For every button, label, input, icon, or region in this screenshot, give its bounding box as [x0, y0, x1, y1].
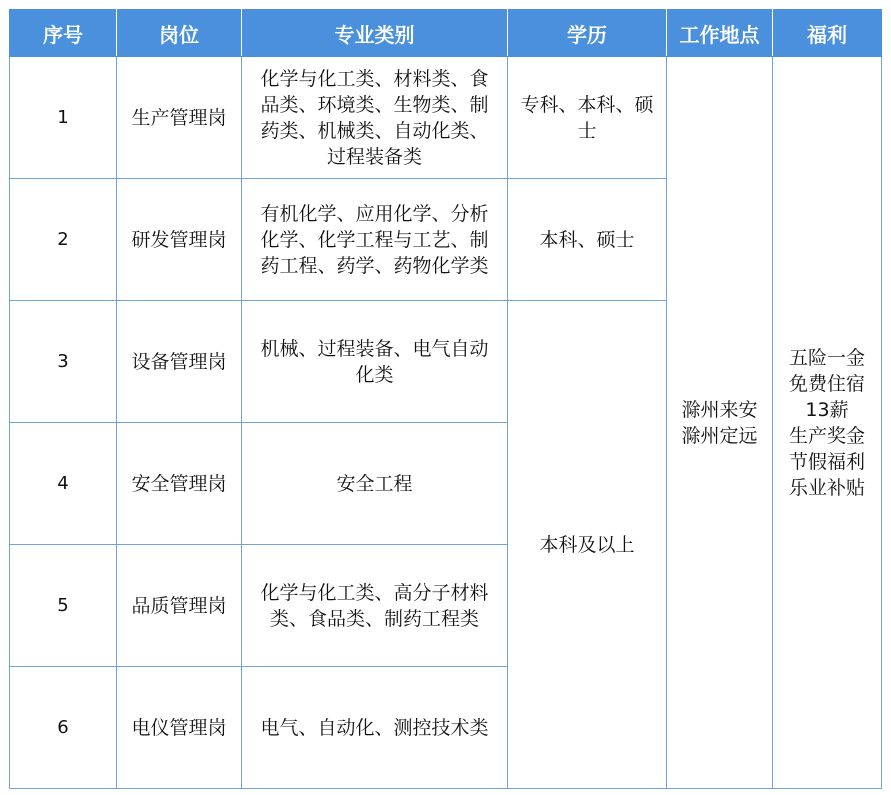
post-cell: 安全管理岗 [117, 423, 242, 545]
header-no: 序号 [10, 10, 117, 57]
benefit-item: 免费住宿 [788, 372, 865, 395]
major-cell: 化学与化工类、高分子材料类、食品类、制药工程类 [242, 545, 508, 667]
benefits-cell [773, 57, 882, 789]
row-number: 1 [10, 57, 117, 179]
header-education: 学历 [508, 10, 667, 57]
benefit-item: 13薪 [805, 398, 849, 421]
benefit-item: 节假福利 [788, 450, 865, 473]
benefit-item: 生产奖金 [788, 424, 865, 447]
major-cell: 有机化学、应用化学、分析化学、化学工程与工艺、制药工程、药学、药物化学类 [242, 179, 508, 301]
education-cell: 本科、硕士 [508, 179, 667, 301]
education-cell: 专科、本科、硕士 [508, 57, 667, 179]
major-cell: 机械、过程装备、电气自动化类 [242, 301, 508, 423]
table-row [10, 57, 882, 179]
major-cell: 化学与化工类、材料类、食品类、环境类、生物类、制药类、机械类、自动化类、过程装备类 [242, 57, 508, 179]
header-benefits: 福利 [773, 10, 882, 57]
post-cell: 研发管理岗 [117, 179, 242, 301]
header-post: 岗位 [117, 10, 242, 57]
benefit-item: 乐业补贴 [788, 476, 865, 499]
row-number: 5 [10, 545, 117, 667]
benefit-item: 五险一金 [788, 346, 865, 369]
recruitment-table [9, 9, 882, 789]
location-line: 滁州来安 [681, 398, 758, 421]
location-cell [667, 57, 773, 789]
education-merged-cell: 本科及以上 [508, 301, 667, 789]
row-number: 3 [10, 301, 117, 423]
header-major: 专业类别 [242, 10, 508, 57]
row-number: 6 [10, 667, 117, 789]
header-location: 工作地点 [667, 10, 773, 57]
post-cell: 品质管理岗 [117, 545, 242, 667]
row-number: 2 [10, 179, 117, 301]
header-row [10, 10, 882, 57]
location-line: 滁州定远 [681, 424, 758, 447]
post-cell: 设备管理岗 [117, 301, 242, 423]
major-cell: 电气、自动化、测控技术类 [242, 667, 508, 789]
row-number: 4 [10, 423, 117, 545]
post-cell: 生产管理岗 [117, 57, 242, 179]
post-cell: 电仪管理岗 [117, 667, 242, 789]
major-cell: 安全工程 [242, 423, 508, 545]
